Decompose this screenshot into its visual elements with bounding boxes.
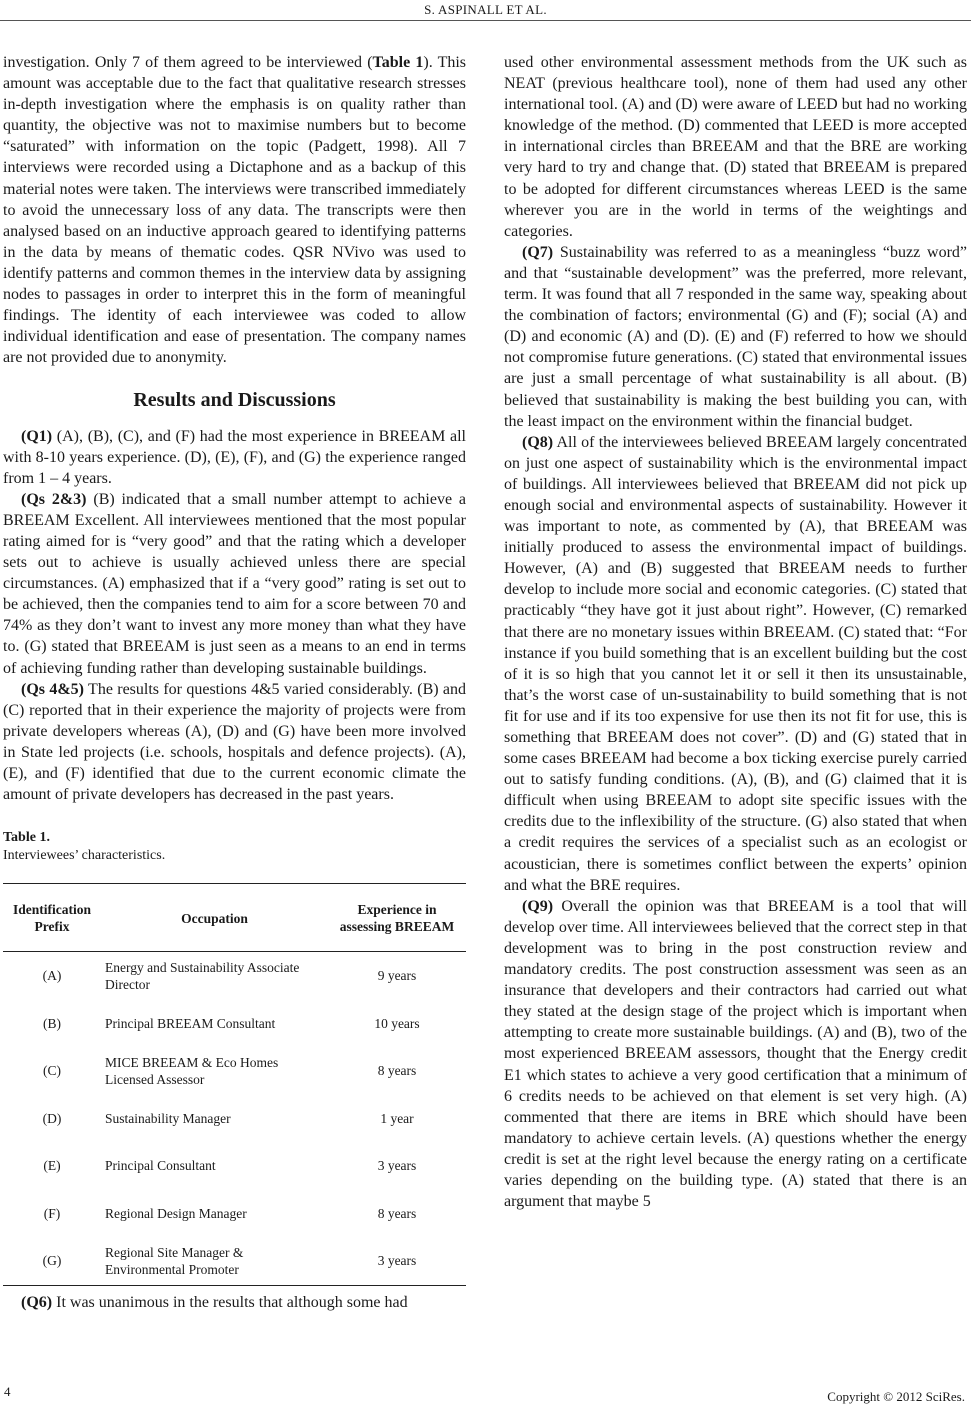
q9-text: Overall the opinion was that BREEAM is a tool that will develop over time. All interviewees believed that the correct step in that development was to bring in the post construction review and mandatory credits. The post construction assessment was seen as an insurance that developers and their contractors had carried out what they stated at the design stage of the project which is important when attempting to create more sustainable buildings. (A) and (B), two of the most experienced BREEAM assessors, thought that the Energy credit E1 which states to achieve a very good certification that a minimum of 6 credits needs to be achieved on that element is set very high. (A) commented that there are items in BRE which should have been mandatory to achieve certain levels. (A) questions whether the energy credit is set at the right level because the energy rating on a certificate varies depending on the building type. (A) stated that there is an argument that maybe 5 <box>504 897 967 1211</box>
q9-paragraph <box>504 896 967 1212</box>
table-row <box>3 1142 466 1190</box>
cell-experience: 9 years <box>377 968 417 984</box>
cell-occupation: Sustainability Manager <box>105 1110 231 1126</box>
table-header-experience: Experience in assessing BREEAM <box>328 884 466 952</box>
q23-label: (Qs 2&3) <box>21 490 87 508</box>
intro-text-1: investigation. Only 7 of them agreed to be interviewed ( <box>3 54 373 71</box>
q6-label: (Q6) <box>21 1293 53 1311</box>
cell-occupation: Principal BREEAM Consultant <box>105 1015 276 1031</box>
page-number: 4 <box>4 1384 11 1399</box>
copyright-notice: Copyright © 2012 SciRes. <box>827 1389 965 1404</box>
intro-text-2: ). This amount was acceptable due to the fact that qualitative research stresses in-depth investigation where the emphasis is on quality rather than quantity, the objective was not to maximise numbers but to become “saturated” with information on the topic (Padgett, 1998). All 7 interviews were recorded using a Dictaphone and as a backup of this material notes were taken. The interviews were transcribed immediately to avoid the unnecessary loss of any data. The transcripts were then analysed based on an inductive approach geared to identifying patterns in the data by means of thematic codes. QSR NVivo was used to identify patterns and common themes in the interview data by assigning nodes to passages in order to interpret this in the form of meaningful findings. The identity of each interviewee was coded to allow individual identification and ease of presentation. The company names are not provided due to anonymity. <box>3 54 467 367</box>
cell-prefix: (B) <box>43 1015 61 1031</box>
cell-experience: 3 years <box>377 1158 417 1174</box>
table-header-prefix: Identification Prefix <box>3 884 101 952</box>
table-caption: Interviewees’ characteristics. <box>3 848 166 864</box>
table-row <box>3 1047 466 1095</box>
q45-paragraph <box>3 679 466 806</box>
cell-experience: 10 years <box>374 1015 420 1031</box>
table-label: Table 1. <box>3 830 50 846</box>
q7-text: Sustainability was referred to as a meaningless “buzz word” and that “sustainable development” was the preferred, more relevant, term. It was found that all 7 responded in the same way, speaking about the combination of factors; environmental (G) and (F); social (A) and (D) and economic (A) and (D). (E) and (F) referred to how we should not compromise future generations. (C) stated that environmental issues are just a small percentage of what sustainability is all about. (B) believed that sustainability is making the best building you can, with the least impact on the environment within the financial budget. <box>504 243 967 430</box>
running-head: S. ASPINALL ET AL. <box>424 2 547 17</box>
cell-occupation: Principal Consultant <box>105 1158 216 1174</box>
left-column <box>3 52 466 1313</box>
table-row <box>3 1000 466 1048</box>
q23-text: (B) indicated that a small number attempt to achieve a BREEAM Excellent. All interviewees mentioned that the most popular rating aimed for is “very good” and that the rating which a developer sets out to achieve is usually achieved unless there are special circumstances. (A) emphasized that if a “very good” rating is set out to be achieved, then the companies tend to aim for a score between 70 and 74% as they don’t want to invest any more money than what they have to. (G) stated that BREEAM is just seen as a means to an end in terms of achieving funding rather than developing sustainable buildings. <box>3 490 467 677</box>
cell-experience: 8 years <box>377 1205 417 1221</box>
section-heading: Results and Discussions <box>133 389 336 412</box>
header-rule <box>0 20 971 21</box>
table-header-occupation: Occupation <box>101 884 328 952</box>
cell-prefix: (A) <box>42 968 62 984</box>
continuation-paragraph: used other environmental assessment methods from the UK such as NEAT (previous healthcare tool), none of them had used any other international tool. (A) and (D) were aware of LEED but had no working knowledge of the method. (D) commented that LEED is more accepted in international circles than BREEAM and that the BRE are working very hard to try and change that. (D) stated that BREEAM is prepared to be adopted for different circumstances whereas LEED is the same wherever you are in the world in terms of the weightings and categories. <box>504 54 967 240</box>
table-row <box>3 952 466 1000</box>
cell-occupation: MICE BREEAM & Eco Homes Licensed Assessor <box>105 1054 279 1087</box>
q8-paragraph <box>504 432 967 896</box>
cell-experience: 1 year <box>380 1110 414 1126</box>
right-column <box>504 52 967 1212</box>
cell-occupation: Energy and Sustainability Associate Director <box>105 959 300 992</box>
cell-occupation: Regional Site Manager & Environmental Promoter <box>105 1244 244 1277</box>
cell-prefix: (D) <box>42 1110 62 1126</box>
table-row <box>3 1190 466 1238</box>
q23-paragraph <box>3 489 466 679</box>
cell-experience: 3 years <box>377 1253 417 1269</box>
cell-experience: 8 years <box>377 1063 417 1079</box>
intro-paragraph <box>3 52 466 368</box>
q6-text: It was unanimous in the results that although some had <box>52 1293 408 1311</box>
q45-label: (Qs 4&5) <box>21 680 84 698</box>
table-row <box>3 1237 466 1285</box>
cell-occupation: Regional Design Manager <box>105 1205 247 1221</box>
q1-paragraph <box>3 426 466 489</box>
interviewees-table <box>3 883 466 1286</box>
cell-prefix: (C) <box>43 1063 61 1079</box>
q8-label: (Q8) <box>522 433 554 451</box>
cell-prefix: (G) <box>42 1253 62 1269</box>
q1-text: (A), (B), (C), and (F) had the most experience in BREEAM all with 8-10 years experience. (D), (E), (F), and (G) the experience ranged from 1 – 4 years. <box>3 427 466 487</box>
q8-text: All of the interviewees believed BREEAM largely concentrated on just one aspect of sustainability which is the environmental impact of buildings. All interviewees believed that BREEAM did not pick up enough social and environmental aspects of sustainability. However it was important to note, as commented by (A), that BREEAM was initially produced to assess the environmental impact of buildings. However, (A) and (B) suggested that BREEAM needs to further develop to include more social and economic categories. (C) stated that practicably “they have got it just about right”. However, (C) remarked that there are no monetary issues within BREEAM. (C) stated that: “For instance if you build something that is an excellent building but the cost of it is so high that you cannot let it or sell it then its unsustainable, that’s the worst case of un-sustainability to build something that is not fit for use and if its too expensive for use then its not fit for use, this is something that BREEAM does not cover”. (D) and (G) stated that in some cases BREEAM had become a box ticking exercise purely carried out to satisfy funding conditions. (A), (B), and (G) claimed that it is difficult when using BREEAM to adopt site specific issues with the credits due to the inflexibility of the structure. (G) also stated that when a credit requires the services of a specialist such as an ecologist or acoustician, there is sometimes conflict between the experts’ opinion and what the BRE requires. <box>504 433 967 894</box>
table-reference: Table 1 <box>372 54 424 71</box>
table-row <box>3 1095 466 1143</box>
q6-paragraph <box>3 1292 466 1313</box>
q7-label: (Q7) <box>522 243 554 261</box>
q1-label: (Q1) <box>21 427 53 445</box>
q9-label: (Q9) <box>522 897 554 915</box>
q45-text: The results for questions 4&5 varied considerably. (B) and (C) reported that in their experience the majority of projects were from private developers whereas (A), (D) and (G) have been more involved in State led projects (i.e. schools, hospitals and defence projects). (A), (E), and (F) identified that due to the current economic climate the amount of private developers has decreased in the past years. <box>3 680 467 804</box>
cell-prefix: (F) <box>43 1205 61 1221</box>
cell-prefix: (E) <box>43 1158 61 1174</box>
q7-paragraph <box>504 242 967 432</box>
